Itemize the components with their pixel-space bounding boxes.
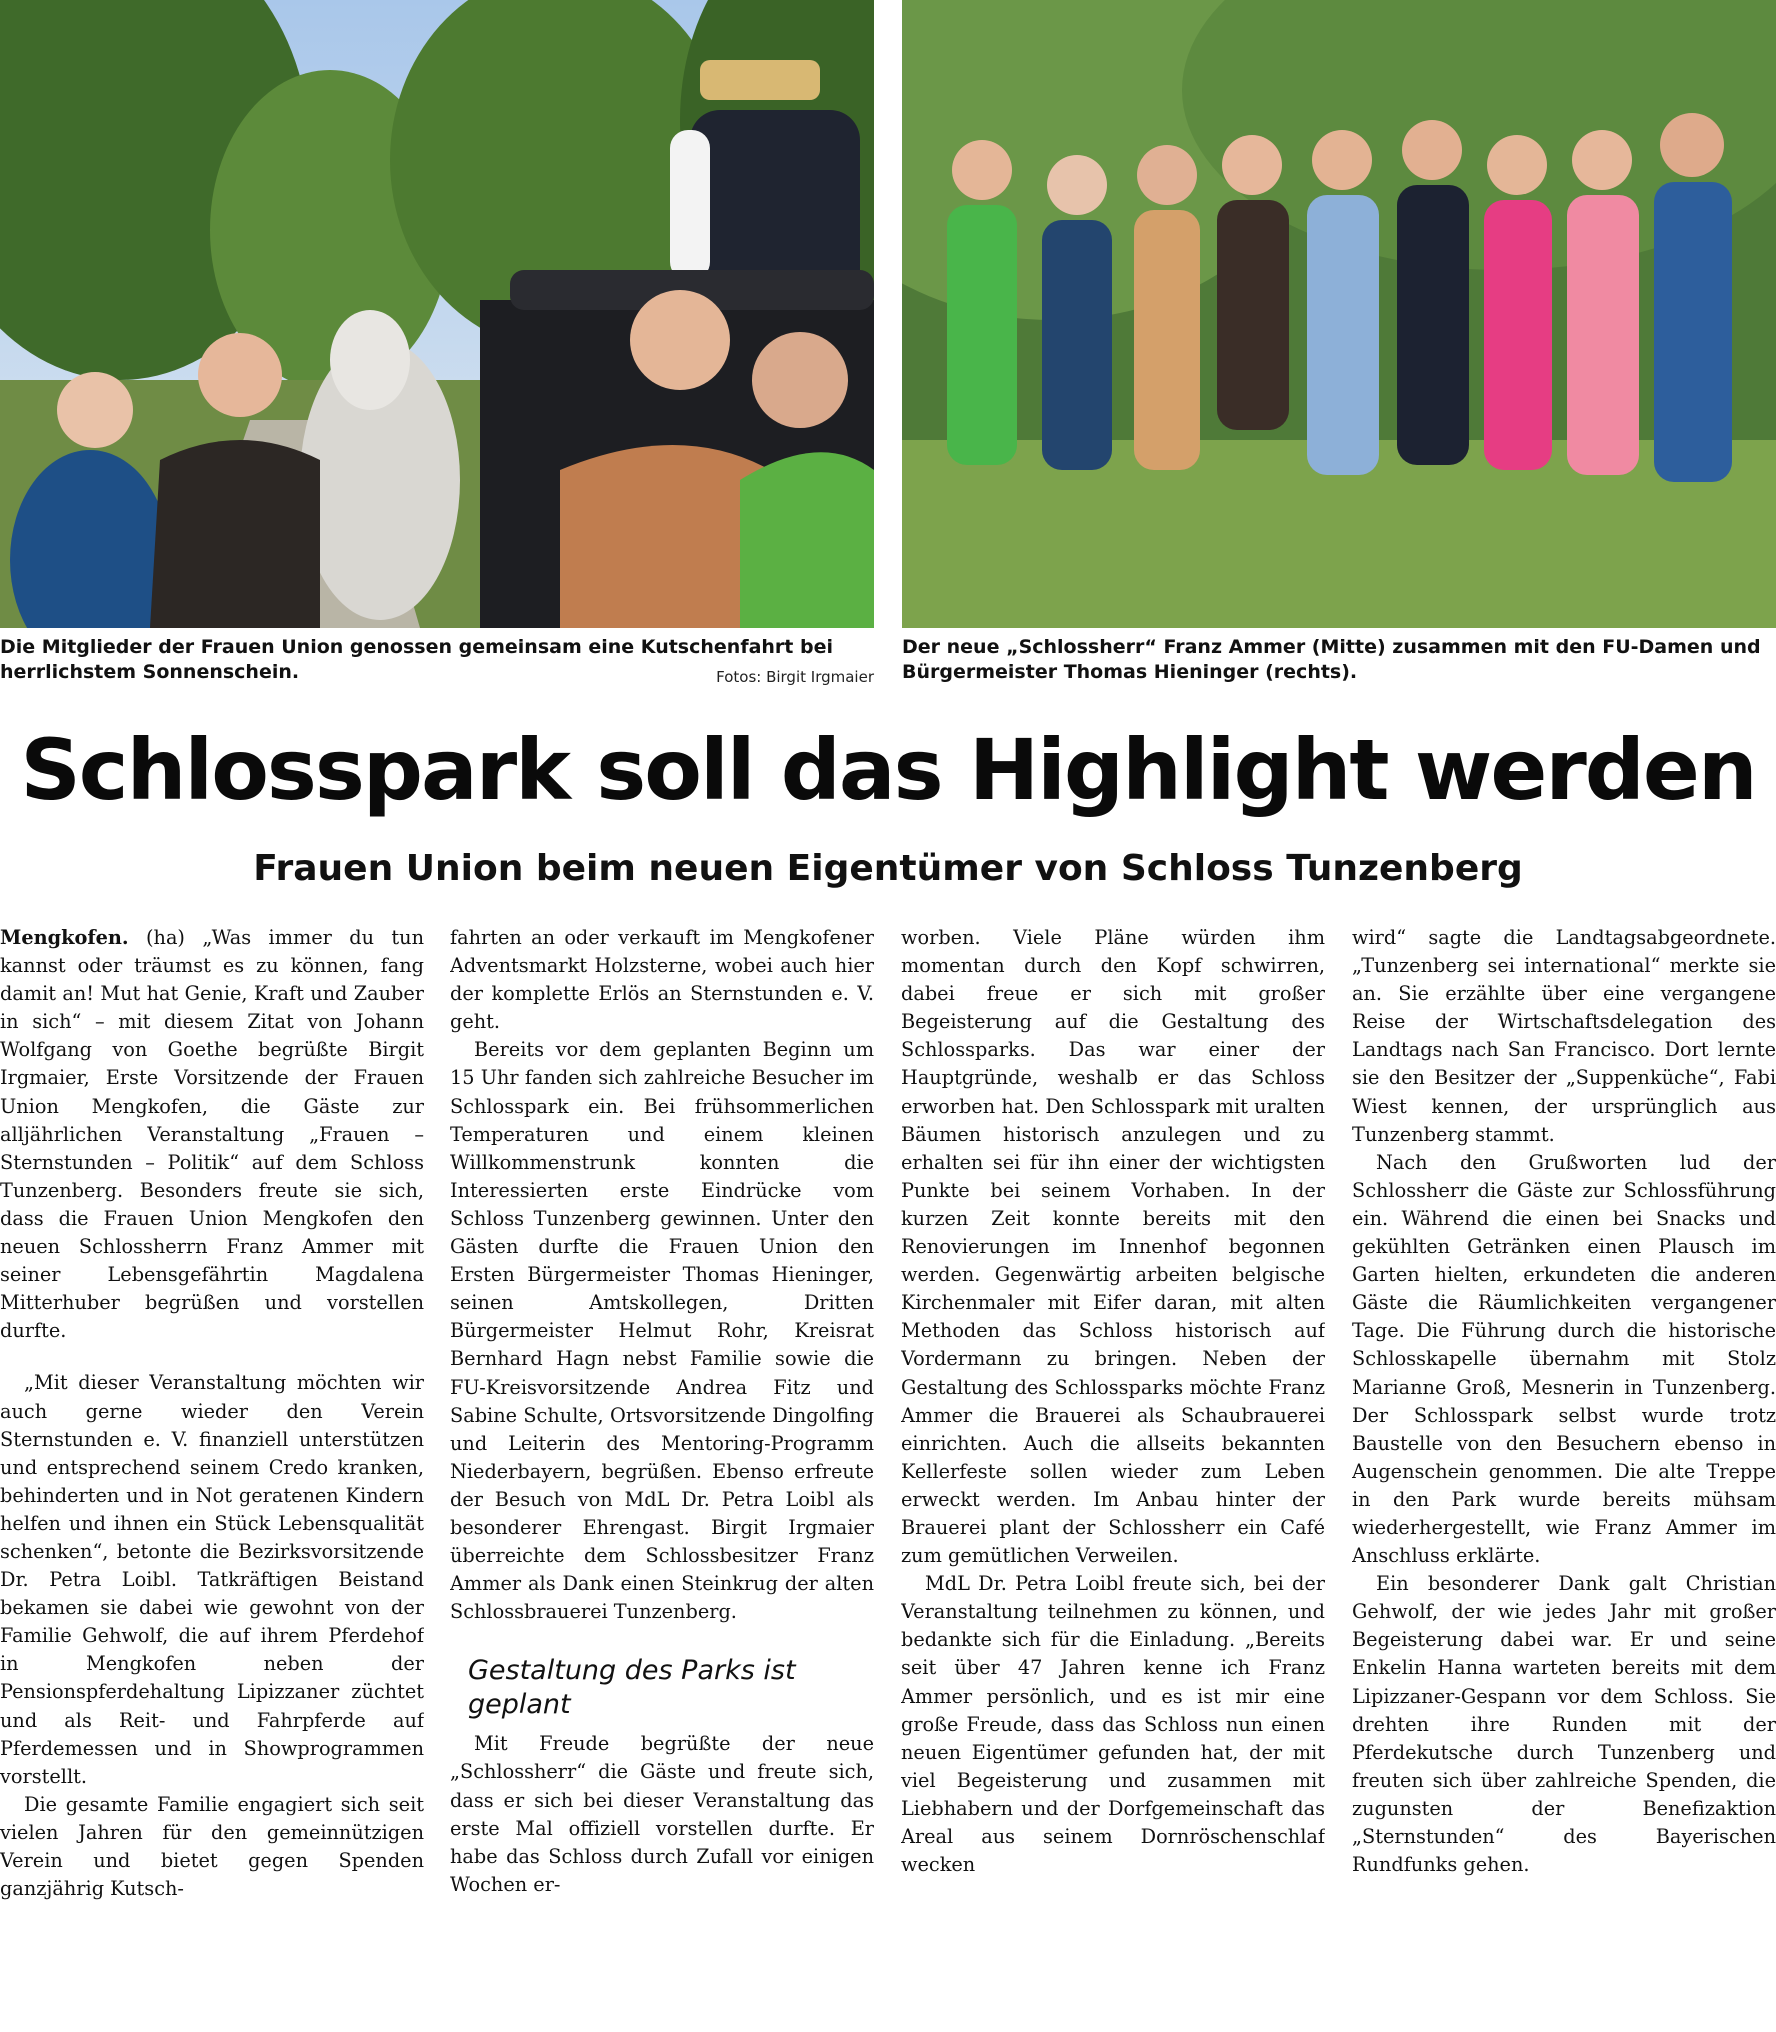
subheadline: Frauen Union beim neuen Eigentümer von Schloss Tunzenberg — [253, 848, 1523, 889]
article-column-4 — [1352, 924, 1776, 2032]
article-paragraph: worben. Viele Pläne würden ihm momentan durch den Kopf schwirren, dabei freue er sich mit großer Begeisterung auf die Gestaltung des Schlossparks. Das war einer der Hauptgründe, weshalb er das Schloss erworben hat. Den Schlosspark mit uralten Bäumen historisch anzulegen und zu erhalten sei für ihn einer der wichtigsten Punkte bei seinem Vorhaben. In der kurzen Zeit konnte bereits mit den Renovierungen im Innenhof begonnen werden. Gegenwärtig arbeiten belgische Kirchenmaler mit Eifer daran, mit alten Methoden das Schloss historisch auf Vordermann zu bringen. Neben der Gestaltung des Schlossparks möchte Franz Ammer die Brauerei als Schaubrauerei einrichten. Auch die allseits bekannten Kellerfeste sollen wieder zum Leben erweckt werden. Im Anbau hinter der Brauerei plant der Schlossherr ein Café zum gemütlichen Verweilen. — [901, 926, 1325, 1568]
photo-caption-right: Der neue „Schlossherr“ Franz Ammer (Mitte) zusammen mit den FU-Damen und Bürgermeister Thomas Hieninger (rechts). — [902, 636, 1761, 683]
article-paragraph: „Mit dieser Veranstaltung möchten wir auch gerne wieder den Verein Sternstunden e. V. finanziell unterstützen und entsprechend seinem Credo kranken, behinderten und in Not geratenen Kindern helfen und ihnen ein Stück Lebensqualität schenken“, betonte die Bezirksvorsitzende Dr. Petra Loibl. Tatkräftigen Beistand bekamen sie dabei wie gewohnt von der Familie Gehwolf, die auf ihrem Pferdehof in Mengkofen neben der Pensionspferdehaltung Lipizzaner züchtet und als Reit- und Fahrpferde auf Pferdemessen und in Showprogrammen vorstellt. — [0, 1371, 424, 1788]
article-paragraph: Bereits vor dem geplanten Beginn um 15 Uhr fanden sich zahlreiche Besucher im Schlosspark ein. Bei frühsommerlichen Temperaturen und einem kleinen Willkommenstrunk konnten die Interessierten erste Eindrücke vom Schloss Tunzenberg gewinnen. Unter den Gästen durfte die Frauen Union den Ersten Bürgermeister Thomas Hieninger, seinen Amtskollegen, Dritten Bürgermeister Helmut Rohr, Kreisrat Bernhard Hagn nebst Familie sowie die FU-Kreisvorsitzende Andrea Fitz und Sabine Schulte, Ortsvorsitzende Dingolfing und Leiterin des Mentoring-Programm Niederbayern, begrüßen. Ebenso erfreute der Besuch von MdL Dr. Petra Loibl als besonderer Ehrengast. Birgit Irgmaier überreichte dem Schlossbesitzer Franz Ammer als Dank einen Steinkrug der alten Schlossbrauerei Tunzenberg. — [450, 1038, 874, 1624]
photo-credit: Fotos: Birgit Irgmaier — [716, 668, 874, 686]
article-paragraph: wird“ sagte die Landtagsabgeordnete. „Tunzenberg sei international“ merkte sie an. Sie erzählte über eine vergangene Reise der Wirtschaftsdelegation des Landtags nach San Francisco. Dort lernte sie den Besitzer der „Suppenküche“, Fabi Wiest kennen, der ursprünglich aus Tunzenberg stammt. — [1352, 926, 1776, 1146]
photo-group-portrait-icon — [902, 0, 1776, 628]
article-column-1 — [0, 924, 424, 2032]
article-column-3 — [901, 924, 1325, 2032]
article-paragraph: Ein besonderer Dank galt Christian Gehwolf, der wie jedes Jahr mit großer Begeisterung dabei war. Er und seine Enkelin Hanna warteten bereits mit dem Lipizzaner-Gespann vor dem Schloss. Sie drehten ihre Runden mit der Pferdekutsche durch Tunzenberg und freuten sich über zahlreiche Spenden, die zugunsten der Benefizaktion „Sternstunden“ des Bayerischen Rundfunks gehen. — [1352, 1572, 1776, 1877]
photo-carriage-ride — [0, 0, 874, 628]
article-paragraph: fahrten an oder verkauft im Mengkofener Adventsmarkt Holzsterne, wobei auch hier der komplette Erlös an Sternstunden e. V. geht. — [450, 926, 874, 1034]
article-paragraph: Mit Freude begrüßte der neue „Schlossherr“ die Gäste und freute sich, dass er sich bei dieser Veranstaltung das erste Mal offiziell vorstellen durfte. Er habe das Schloss durch Zufall vor einigen Wochen er- — [450, 1732, 874, 1896]
article-column-2 — [450, 924, 874, 2032]
photo-carriage-ride-icon — [0, 0, 874, 628]
intermediate-heading: Gestaltung des Parks ist geplant — [468, 1655, 796, 1721]
photo-group-portrait — [902, 0, 1776, 628]
article-paragraph — [0, 924, 424, 1345]
photo-caption-left: Die Mitglieder der Frauen Union genossen gemeinsam eine Kutschenfahrt bei herrlichstem Sonnenschein. — [0, 636, 833, 683]
article-paragraph: MdL Dr. Petra Loibl freute sich, bei der Veranstaltung teilnehmen zu können, und bedankte sich für die Einladung. „Bereits seit über 47 Jahren kenne ich Franz Ammer persönlich, und es ist mir eine große Freude, dass das Schloss nun einen neuen Eigentümer gefunden hat, der mit viel Begeisterung und zusammen mit Liebhabern und der Dorfgemeinschaft das Areal aus seinem Dornröschenschlaf wecken — [901, 1572, 1325, 1877]
article-paragraph: Nach den Grußworten lud der Schlossherr die Gäste zur Schlossführung ein. Während die einen bei Snacks und gekühlten Getränken einen Plausch im Garten hielten, erkundeten die anderen Gäste die Räumlichkeiten vergangener Tage. Die Führung durch die historische Schlosskapelle übernahm mit Stolz Marianne Groß, Mesnerin in Tunzenberg. Der Schlosspark selbst wurde trotz Baustelle von den Besuchern ebenso in Augenschein genommen. Die alte Treppe in den Park wurde bereits mühsam wiederhergestellt, wie Franz Ammer im Anschluss erklärte. — [1352, 1150, 1776, 1568]
headline: Schlosspark soll das Highlight werden — [20, 721, 1756, 819]
paragraph-text: (ha) „Was immer du tun kannst oder träumst es zu können, fang damit an! Mut hat Genie, Kraft und Zauber in sich“ – mit diesem Zitat von Johann Wolfgang von Goethe begrüßte Birgit Irgmaier, Erste Vorsitzende der Frauen Union Mengkofen, die Gäste zur alljährlichen Veranstaltung „Frauen – Sternstunden – Politik“ auf dem Schloss Tunzenberg. Besonders freute sie sich, dass die Frauen Union Mengkofen den neuen Schlossherrn Franz Ammer mit seiner Lebensgefährtin Magdalena Mitterhuber begrüßen und vorstellen durfte. — [0, 926, 424, 1343]
article-paragraph: Die gesamte Familie engagiert sich seit vielen Jahren für den gemeinnützigen Verein und bietet gegen Spenden ganzjährig Kutsch- — [0, 1792, 424, 1901]
dateline: Mengkofen. — [0, 926, 129, 949]
